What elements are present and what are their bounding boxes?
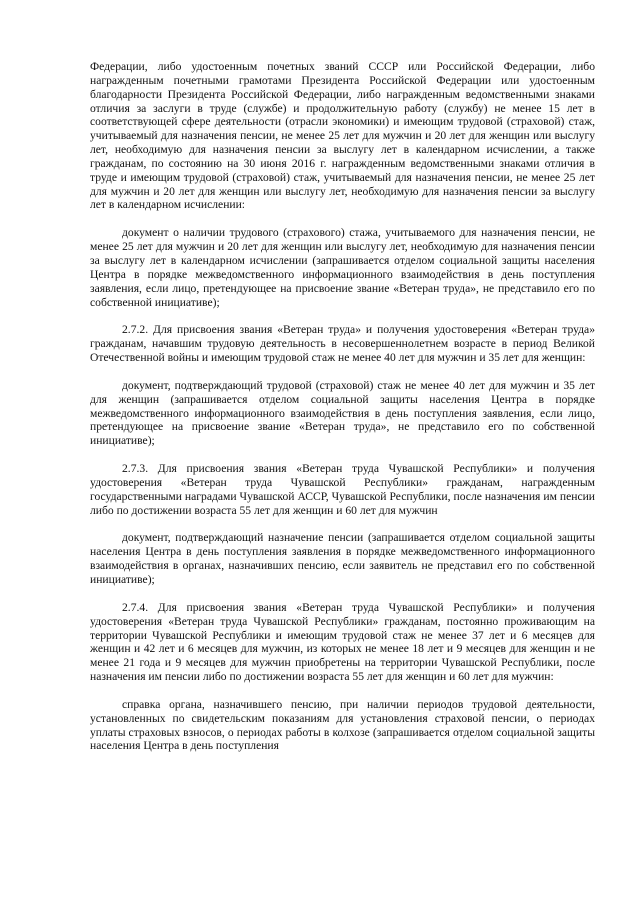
- paragraph-section-2-7-4: 2.7.4. Для присвоения звания «Ветеран труда Чувашской Республики» и получения удостоверения «Ветеран труда Чувашской Республики» гражданам, постоянно проживающим на территории Чувашской Республики и имеющим трудовой стаж не менее 37 лет и 6 месяцев для женщин и 42 лет и 6 месяцев для мужчин, из которых не менее 18 лет и 9 месяцев для женщин и не менее 21 года и 9 месяцев для мужчин приобретены на территории Чувашской Республики, после назначения им пенсии либо по достижении возраста 55 лет для женщин и 60 лет для мужчин:: [90, 600, 595, 684]
- document-page: [90, 60, 595, 753]
- paragraph-labor-experience-document: документ, подтверждающий трудовой (страховой) стаж не менее 40 лет для мужчин и 35 лет для женщин (запрашивается отделом социальной защиты населения Центра в порядке межведомственного информационного взаимодействия в день поступления заявления, если лицо, претендующее на присвоение звание «Ветеран труда», не представило его по собственной инициативе);: [90, 378, 595, 448]
- paragraph-pension-document: документ, подтверждающий назначение пенсии (запрашивается отделом социальной защиты населения Центра в день поступления заявления в порядке межведомственного информационного взаимодействия в органах, назначивших пенсию, если заявитель не представил его по собственной инициативе);: [90, 531, 595, 586]
- paragraph-section-2-7-2: 2.7.2. Для присвоения звания «Ветеран труда» и получения удостоверения «Ветеран труда» гражданам, начавшим трудовую деятельность в несовершеннолетнем возрасте в период Великой Отечественной войны и имеющим трудовой стаж не менее 40 лет для мужчин и 35 лет для женщин:: [90, 323, 595, 365]
- paragraph-section-2-7-3: 2.7.3. Для присвоения звания «Ветеран труда Чувашской Республики» и получения удостоверения «Ветеран труда Чувашской Республики» гражданам, награжденным государственными наградами Чувашской АССР, Чувашской Республики, после назначения им пенсии либо по достижении возраста 55 лет для женщин и 60 лет для мужчин: [90, 462, 595, 517]
- paragraph-labor-record-document: документ о наличии трудового (страхового) стажа, учитываемого для назначения пенсии, не менее 25 лет для мужчин и 20 лет для женщин или выслугу лет, необходимую для назначения пенсии за выслугу лет в календарном исчислении (запрашивается отделом социальной защиты населения Центра в порядке межведомственного информационного взаимодействия в день поступления заявления, если лицо, претендующее на присвоение звание «Ветеран труда», не представило его по собственной инициативе);: [90, 226, 595, 309]
- paragraph-continuation: Федерации, либо удостоенным почетных званий СССР или Российской Федерации, либо награжденным почетными грамотами Президента Российской Федерации или удостоенным благодарности Президента Российской Федерации, либо награжденным ведомственными знаками отличия за заслуги в труде (службе) и продолжительную работу (службу) не менее 15 лет в соответствующей сфере деятельности (отрасли экономики) и имеющим трудовой (страховой) стаж, учитываемый для назначения пенсии, не менее 25 лет для мужчин и 20 лет для женщин или выслугу лет, необходимую для назначения пенсии за выслугу лет в календарном исчислении, а также гражданам, по состоянию на 30 июня 2016 г. награжденным ведомственными знаками отличия в труде и имеющим трудовой (страховой) стаж, учитываемый для назначения пенсии, не менее 25 лет для мужчин и 20 лет для женщин или выслугу лет, необходимую для назначения пенсии за выслугу лет в календарном исчислении:: [90, 60, 595, 212]
- paragraph-pension-authority-certificate: справка органа, назначившего пенсию, при наличии периодов трудовой деятельности, установленных по свидетельским показаниям для установления страховой пенсии, о периодах уплаты страховых взносов, о периодах работы в колхозе (запрашивается отделом социальной защиты населения Центра в день поступления: [90, 697, 595, 753]
